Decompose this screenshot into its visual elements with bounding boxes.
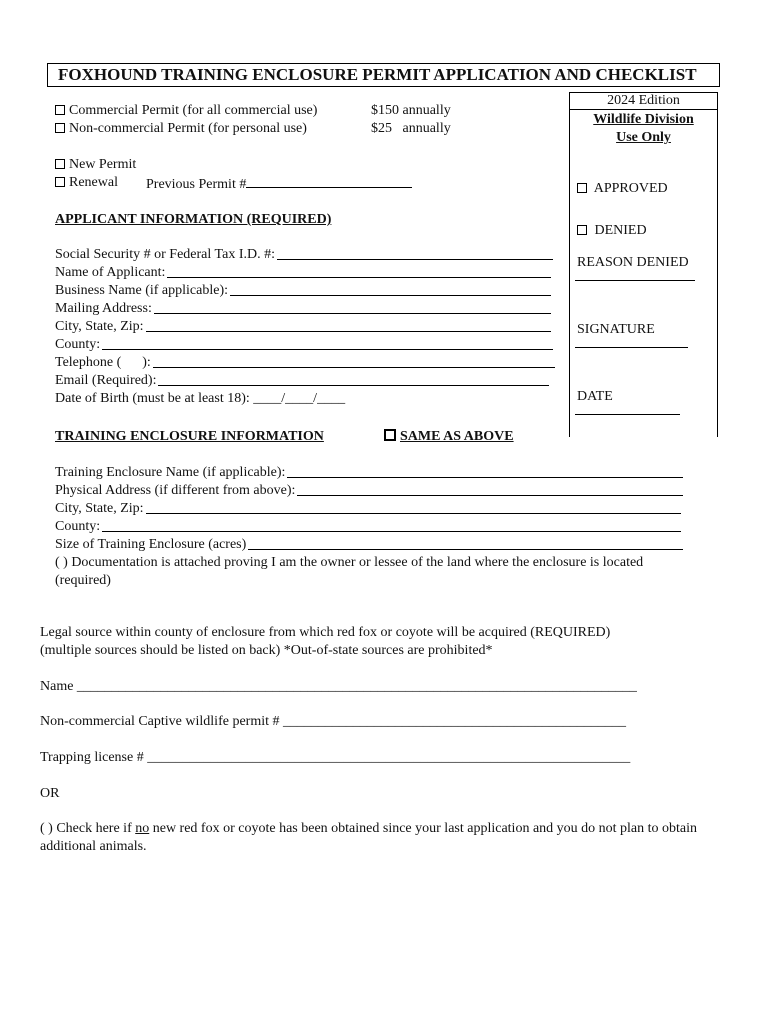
approved-option[interactable] <box>577 180 668 198</box>
signature-line[interactable] <box>575 347 688 348</box>
field-label: Social Security # or Federal Tax I.D. #: <box>55 247 275 262</box>
enclosure-name-field[interactable] <box>55 464 683 482</box>
edition-label: 2024 Edition <box>607 93 680 108</box>
captive-permit-field[interactable]: Non-commercial Captive wildlife permit # _________________________________________________ <box>40 714 626 729</box>
legal-source-note: (multiple sources should be listed on back) *Out-of-state sources are prohibited* <box>40 643 493 658</box>
county-field[interactable] <box>55 336 553 354</box>
new-permit-option[interactable] <box>55 156 136 174</box>
field-line <box>102 531 681 532</box>
field-label: Size of Training Enclosure (acres) <box>55 537 247 552</box>
enclosure-city-state-zip-field[interactable] <box>55 500 681 518</box>
use-only-label: Use Only <box>616 130 671 145</box>
field-label: Telephone ( ): <box>55 355 151 370</box>
mailing-address-field[interactable] <box>55 300 551 318</box>
noncommercial-fee: $25 annually <box>371 121 451 136</box>
field-line <box>153 367 555 368</box>
signature-label: SIGNATURE <box>577 322 655 337</box>
field-label: Training Enclosure Name (if applicable): <box>55 465 286 480</box>
checkbox[interactable] <box>55 105 65 115</box>
form-title: FOXHOUND TRAINING ENCLOSURE PERMIT APPLICATION AND CHECKLIST <box>47 63 720 87</box>
field-line <box>154 313 551 314</box>
previous-permit-field[interactable] <box>146 174 412 194</box>
noncommercial-permit-label: Non-commercial Permit (for personal use) <box>69 121 307 136</box>
field-line <box>146 331 551 332</box>
field-label: Email (Required): <box>55 373 157 388</box>
field-label: Mailing Address: <box>55 301 152 316</box>
same-as-above-label: SAME AS ABOVE <box>400 429 514 444</box>
field-label: County: <box>55 519 101 534</box>
checkbox[interactable] <box>55 159 65 169</box>
field-label: City, State, Zip: <box>55 319 144 334</box>
checkbox[interactable] <box>577 183 587 193</box>
commercial-permit-label: Commercial Permit (for all commercial use) <box>69 103 318 118</box>
tax-id-field[interactable] <box>55 246 553 264</box>
enclosure-county-field[interactable] <box>55 518 681 536</box>
applicant-name-field[interactable] <box>55 264 551 282</box>
renewal-label: Renewal <box>69 175 118 190</box>
field-line <box>277 259 553 260</box>
field-line <box>230 295 551 296</box>
field-line <box>297 495 683 496</box>
same-as-above-option[interactable] <box>384 428 514 446</box>
date-line[interactable] <box>575 414 680 415</box>
division-label: Wildlife Division <box>593 112 694 127</box>
checkbox[interactable] <box>577 225 587 235</box>
check-text-rest: new red fox or coyote has been obtained since your last application and you do not plan to obtain additional animals. <box>40 821 698 854</box>
documentation-checkbox[interactable]: ( ) Documentation is attached proving I am the owner or lessee of the land where the enclosure is located (required) <box>55 555 644 588</box>
city-state-zip-field[interactable] <box>55 318 551 336</box>
approved-label: APPROVED <box>593 181 668 196</box>
trapping-license-field[interactable]: Trapping license # _____________________________________________________________________ <box>40 750 631 765</box>
field-line <box>158 385 549 386</box>
commercial-fee: $150 annually <box>371 103 451 118</box>
noncommercial-permit-option[interactable] <box>55 120 307 138</box>
check-text: ( ) Check here if <box>40 821 136 836</box>
field-label: City, State, Zip: <box>55 501 144 516</box>
field-label: County: <box>55 337 101 352</box>
commercial-permit-option[interactable] <box>55 102 317 120</box>
field-line <box>146 513 681 514</box>
no-new-animals-checkbox[interactable] <box>40 820 720 856</box>
checkbox[interactable] <box>55 123 65 133</box>
new-permit-label: New Permit <box>69 157 137 172</box>
field-label: Business Name (if applicable): <box>55 283 229 298</box>
business-name-field[interactable] <box>55 282 551 300</box>
legal-source-text: Legal source within county of enclosure from which red fox or coyote will be acquired (REQUIRED) <box>40 625 611 640</box>
field-line <box>102 349 553 350</box>
enclosure-size-field[interactable] <box>55 536 683 554</box>
enclosure-heading: TRAINING ENCLOSURE INFORMATION <box>55 429 324 444</box>
date-of-birth-field[interactable]: Date of Birth (must be at least 18): ____/____/____ <box>55 391 346 406</box>
checkbox[interactable] <box>384 429 396 441</box>
field-line <box>287 477 683 478</box>
applicant-heading: APPLICANT INFORMATION (REQUIRED) <box>55 212 332 227</box>
source-name-field[interactable]: Name ________________________________________________________________________________ <box>40 679 637 694</box>
or-label: OR <box>40 786 60 801</box>
field-line <box>167 277 551 278</box>
denied-label: DENIED <box>594 223 647 238</box>
previous-permit-line <box>246 174 412 188</box>
field-line <box>248 549 683 550</box>
field-label: Name of Applicant: <box>55 265 166 280</box>
checkbox[interactable] <box>55 177 65 187</box>
reason-denied-label: REASON DENIED <box>577 255 689 270</box>
check-no-emphasis: no <box>135 821 150 836</box>
email-field[interactable] <box>55 372 549 390</box>
denied-option[interactable] <box>577 222 647 240</box>
date-label: DATE <box>577 389 613 404</box>
previous-permit-label: Previous Permit # <box>146 177 247 192</box>
reason-denied-line[interactable] <box>575 280 695 281</box>
telephone-field[interactable] <box>55 354 555 372</box>
physical-address-field[interactable] <box>55 482 683 500</box>
renewal-option[interactable] <box>55 174 118 192</box>
field-label: Physical Address (if different from above): <box>55 483 296 498</box>
office-use-panel <box>569 92 718 437</box>
